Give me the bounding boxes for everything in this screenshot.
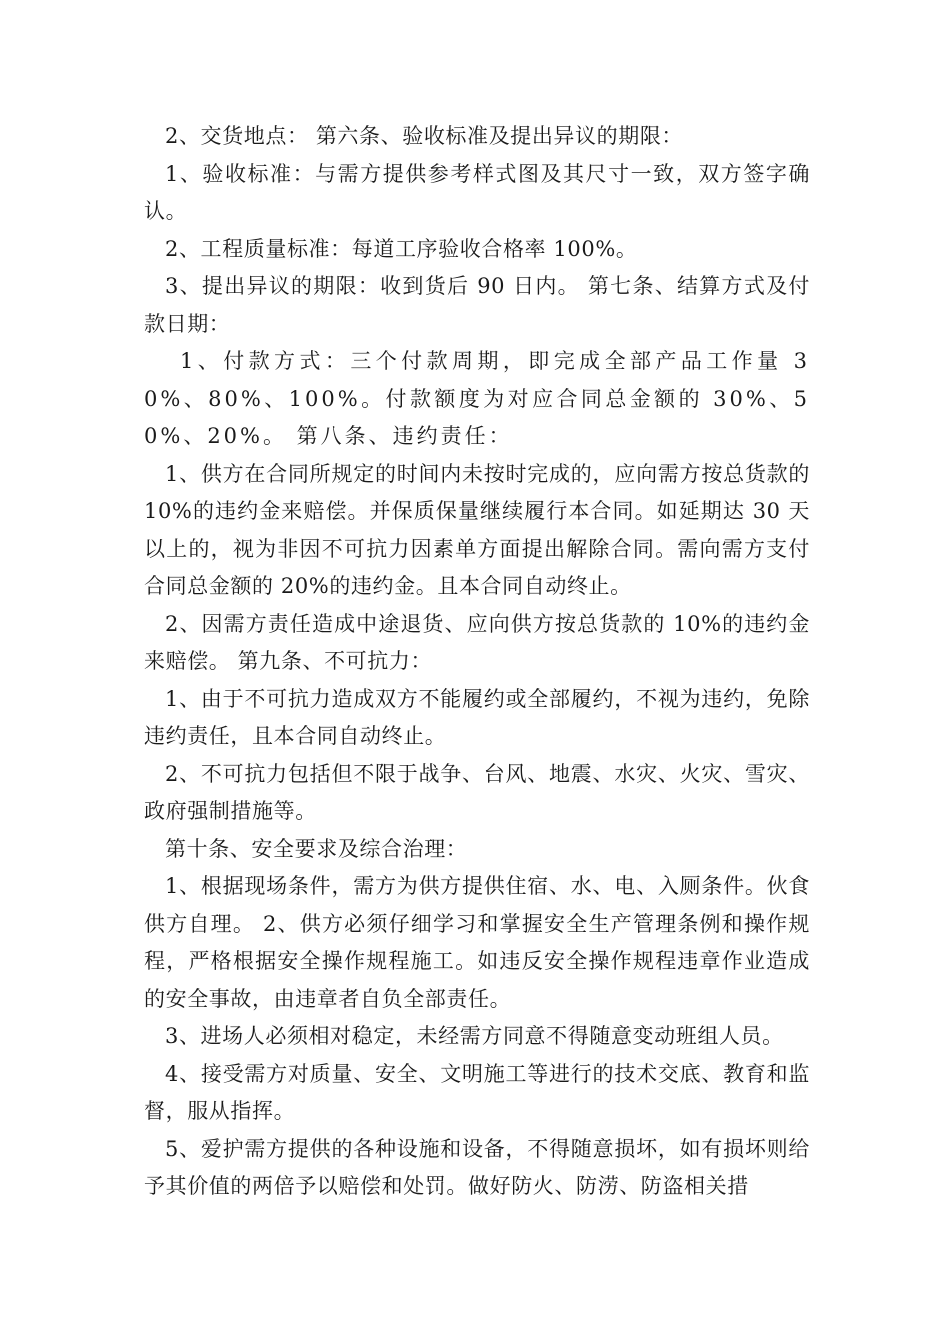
paragraph-objection-period: 3、提出异议的期限：收到货后 90 日内。 第七条、结算方式及付款日期： bbox=[144, 274, 810, 336]
paragraph-delivery-location: 2、交货地点： 第六条、验收标准及提出异议的期限： bbox=[165, 124, 684, 148]
paragraph-safety-4: 4、接受需方对质量、安全、文明施工等进行的技术交底、教育和监督，服从指挥。 bbox=[144, 1061, 810, 1123]
paragraph-safety-1-2: 1、根据现场条件，需方为供方提供住宿、水、电、入厕条件。伙食供方自理。 2、供方必须仔细学习和掌握安全生产管理条例和操作规程，严格根据安全操作规程施工。如违反安全操作规程违章作业造成的安全事故，由违章者自负全部责任。 bbox=[144, 874, 810, 1011]
paragraph-safety-5: 5、爱护需方提供的各种设施和设备，不得随意损坏，如有损坏则给予其价值的两倍予以赔偿和处罚。做好防火、防涝、防盗相关措 bbox=[144, 1136, 810, 1198]
paragraph-quality-standard: 2、工程质量标准：每道工序验收合格率 100%。 bbox=[165, 236, 638, 261]
paragraph-payment-method: 1、付款方式：三个付款周期，即完成全部产品工作量 30%、80%、100%。付款额度为对应合同总金额的 30%、50%、20%。 第八条、违约责任： bbox=[144, 349, 810, 448]
paragraph-buyer-breach: 2、因需方责任造成中途退货、应向供方按总货款的 10%的违约金来赔偿。 第九条、不可抗力： bbox=[144, 611, 810, 673]
paragraph-safety-3: 3、进场人必须相对稳定，未经需方同意不得随意变动班组人员。 bbox=[165, 1024, 784, 1048]
paragraph-force-majeure-2: 2、不可抗力包括但不限于战争、台风、地震、水灾、火灾、雪灾、政府强制措施等。 bbox=[144, 761, 810, 823]
paragraph-supplier-breach: 1、供方在合同所规定的时间内未按时完成的，应向需方按总货款的 10%的违约金来赔偿。并保质保量继续履行本合同。如延期达 30 天以上的，视为非因不可抗力因素单方面提出解除合同。需向需方支付合同总金额的 20%的违约金。且本合同自动终止。 bbox=[144, 461, 810, 598]
paragraph-acceptance-standard: 1、验收标准：与需方提供参考样式图及其尺寸一致，双方签字确认。 bbox=[144, 161, 810, 223]
section-heading-safety: 第十条、安全要求及综合治理： bbox=[165, 836, 468, 861]
paragraph-force-majeure-1: 1、由于不可抗力造成双方不能履约或全部履约，不视为违约，免除违约责任，且本合同自动终止。 bbox=[144, 686, 810, 748]
